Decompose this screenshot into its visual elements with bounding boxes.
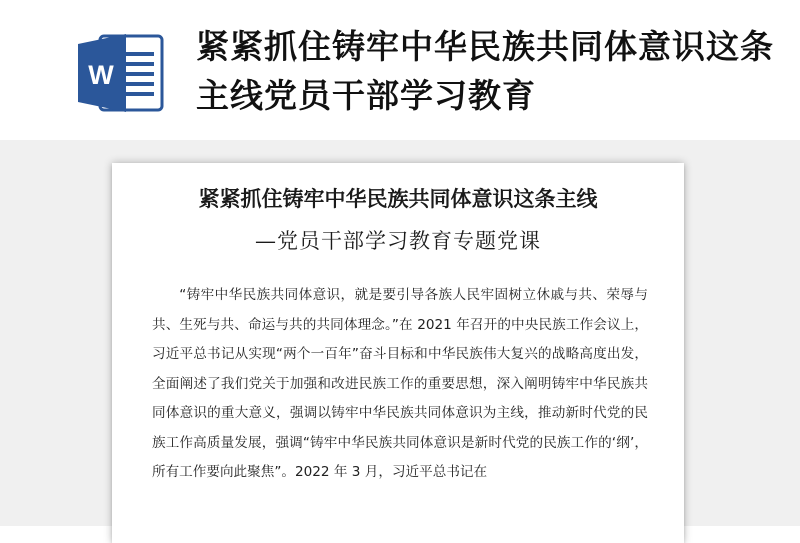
word-document-icon [76, 32, 164, 114]
word-icon-letter: W [88, 60, 114, 90]
preview-header [0, 0, 800, 140]
document-page [112, 163, 684, 543]
document-title: 紧紧抓住铸牢中华民族共同体意识这条主线 [198, 187, 598, 211]
document-paragraph: “铸牢中华民族共同体意识，就是要引导各族人民牢固树立休戚与共、荣辱与共、生死与共、命运与共的共同体理念。”在 2021 年召开的中央民族工作会议上，习近平总书记从实现“两个一百年”奋斗目标和中华民族伟大复兴的战略高度出发，全面阐述了我们党关于加强和改进民族工作的重要思想，深入阐明铸牢中华民族共同体意识的重大意义，强调以铸牢中华民族共同体意识为主线，推动新时代党的民族工作高质量发展，强调“铸牢中华民族共同体意识是新时代党的民族工作的‘纲’，所有工作要向此聚焦”。2022 年 3 月，习近平总书记在 [152, 287, 648, 480]
preview-title: 紧紧抓住铸牢中华民族共同体意识这条主线党员干部学习教育 [196, 27, 774, 115]
document-subtitle: —党员干部学习教育专题党课 [255, 229, 541, 253]
